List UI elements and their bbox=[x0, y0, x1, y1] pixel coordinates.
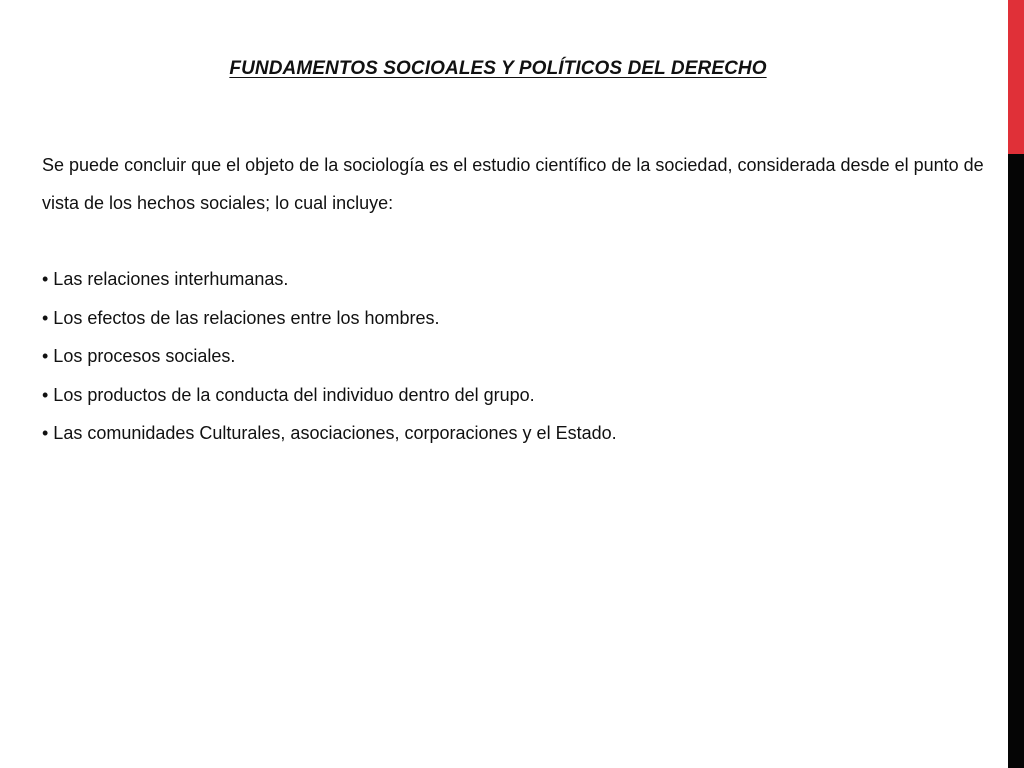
bullet-item: • Los productos de la conducta del individuo dentro del grupo. bbox=[42, 384, 535, 405]
slide-title: FUNDAMENTOS SOCIOALES Y POLÍTICOS DEL DERECHO bbox=[229, 58, 767, 79]
accent-bar-black bbox=[1008, 154, 1024, 768]
bullet-item: • Los procesos sociales. bbox=[42, 346, 236, 366]
accent-bar-red bbox=[1008, 0, 1024, 154]
bullet-item: • Los efectos de las relaciones entre los hombres. bbox=[42, 307, 440, 328]
intro-paragraph: Se puede concluir que el objeto de la sociología es el estudio científico de la sociedad, considerada desde el punto de vista de los hechos sociales; lo cual incluye: bbox=[42, 155, 984, 213]
bullet-item: • Las comunidades Culturales, asociaciones, corporaciones y el Estado. bbox=[42, 423, 617, 443]
bullet-list bbox=[42, 260, 992, 453]
bullet-item: • Las relaciones interhumanas. bbox=[42, 269, 289, 289]
